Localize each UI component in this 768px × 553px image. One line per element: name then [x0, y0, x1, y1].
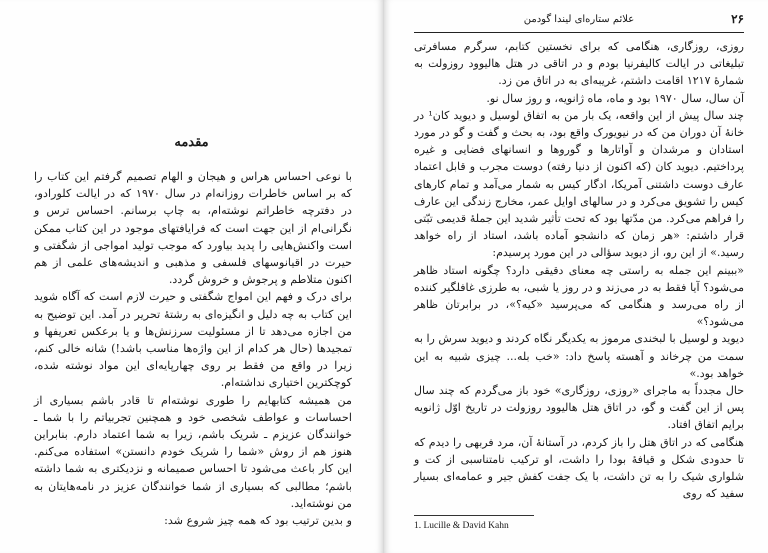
paragraph: من همیشه کتابهایم را طوری نوشته‌ام تا قادر باشم بسیاری از احساسات و عواطف شخصی خود و همچنین تجربیاتم را با شما ـ خوانندگان عزیزم ـ شریک باشم، زیرا به شما اعتماد دارم. بنابراین هنوز هم از روش «شما را شریک خودم دانستن» استفاده می‌کنم. این کار باعث می‌شود تا احساس صمیمانه و نزدیکتری به شما داشته باشم؛ مطالبی که بسیاری از شما خوانندگان عزیز در نامه‌هایتان به من نوشته‌اید. [34, 393, 352, 510]
paragraph: برای درک و فهم این امواج شگفتی و حیرت لازم است که آگاه شوید این کتاب به چه دلیل و انگیزه‌ای به رشتهٔ تحریر در آمد. این توضیح به من اجازه می‌دهد تا از مسئولیت سرزنش‌ها و یا برعکس تعریفها و تمجیدها (حال هر کدام از این واژه‌ها مناسب باشد!) شانه خالی کنم، زیرا در واقع من فقط بر روی چهارپایه‌ای این مواد نوشته شده، کوچکترین اختیاری نداشته‌ام. [34, 290, 352, 390]
page-number: ۲۶ [731, 12, 744, 26]
paragraph: دیوید و لوسیل با لبخندی مرموز به یکدیگر نگاه کردند و دیوید سرش را به سمت من چرخاند و آهسته پاسخ داد: «خب بله... چیزی شبیه به این خواهد بود.» [414, 332, 744, 380]
paragraph: حال مجدداً به ماجرای «روزی، روزگاری» خود باز می‌گردم که چند سال پس از این گفت و گو، در اتاق هتل هالیوود روزولت در تاریخ اوّل ژانویه برایم اتفاق افتاد. [414, 384, 744, 432]
paragraph: آن سال، سال ۱۹۷۰ بود و ماه، ماه ژانویه، و روز سال نو. [486, 91, 744, 105]
footnote-divider [414, 515, 534, 516]
right-page [384, 0, 768, 553]
running-header [414, 10, 744, 33]
footnote: 1. Lucille & David Kahn [414, 521, 509, 531]
paragraph: و بدین ترتیب بود که همه چیز شروع شد: [164, 514, 352, 528]
running-book-title: علائم ستاره‌ای لیندا گودمن [523, 14, 635, 25]
paragraph: روزی، روزگاری، هنگامی که برای نخستین کتابم، سرگرم مسافرتی تبلیغاتی در ایالت کالیفرنیا بودم و در اتاقی در هتل هالیوود روزولت به شمارهٔ ۱۲۱۷ اقامت داشتم، غریبه‌ای به در اتاق من زد. [414, 40, 744, 88]
left-page-body [34, 168, 352, 529]
paragraph: چند سال پیش از این واقعه، یک بار من به اتفاق لوسیل و دیوید کان¹ در خانهٔ آن دوران من که در نیویورک واقع بود، به بحث و گفت و گو در مورد استادان و مرشدان و آواتارها و گوروها و انسانهای فضایی و غیره پرداختیم. دیوید کان (که اکنون از دنیا رفته) دوست مجرب و قابل اعتماد عارف دوست داشتنی آمریکا، ادگار کیس به شمار می‌آمد و تمام کارهای کیس را تشویق می‌کرد و در سالهای اوایل عمر، مخارج زندگی این عارف را فراهم می‌کرد. من مدّتها بود که تحت تأثیر شدید این جملهٔ قدیمی تبّتی قرار داشتم: «هر زمان که دانشجو آماده باشد، استاد از راه خواهد رسید.» از این رو، از دیوید سؤالی در این مورد پرسیدم: [414, 108, 744, 260]
paragraph: با نوعی احساس هراس و هیجان و الهام تصمیم گرفتم این کتاب را که بر اساس خاطرات روزانه‌ام در سال ۱۹۷۰ که در ایالت کلورادو، در دفترچه خاطراتم نوشته‌ام، به چاپ برسانم. احساس ترس و نگرانی‌ام از این جهت است که فرایافتهای موجود در این کتاب ممکن است واکنش‌هایی را پدید بیاورد که موجب تولید امواجی از شگفتی و حیرت در اقیانوسهای فلسفی و مذهبی و اندیشه‌های علمی از هم اکنون متلاطم و پرجوش و خروش گردد. [34, 170, 352, 287]
paragraph: هنگامی که در اتاق هتل را باز کردم، در آستانهٔ آن، مرد فربهی را دیدم که تا حدودی شکل و قیافهٔ بودا را داشت، او ترکیب نامتناسبی از کت و شلواری شیک را به تن داشت، با یک جفت کفش جیر و عمامه‌ای بسیار سفید که روی [414, 435, 744, 501]
right-page-body [414, 38, 744, 502]
paragraph: «ببینم این جمله به راستی چه معنای دقیقی دارد؟ چگونه استاد ظاهر می‌شود؟ آیا فقط به در می‌زند و در روز یا شبی، به طرزی غافلگیر کننده از راه می‌رسد و هنگامی که می‌پرسید «کیه؟»، در برابرتان ظاهر می‌شود؟» [414, 263, 744, 329]
chapter-title: مقدمه [174, 135, 209, 150]
